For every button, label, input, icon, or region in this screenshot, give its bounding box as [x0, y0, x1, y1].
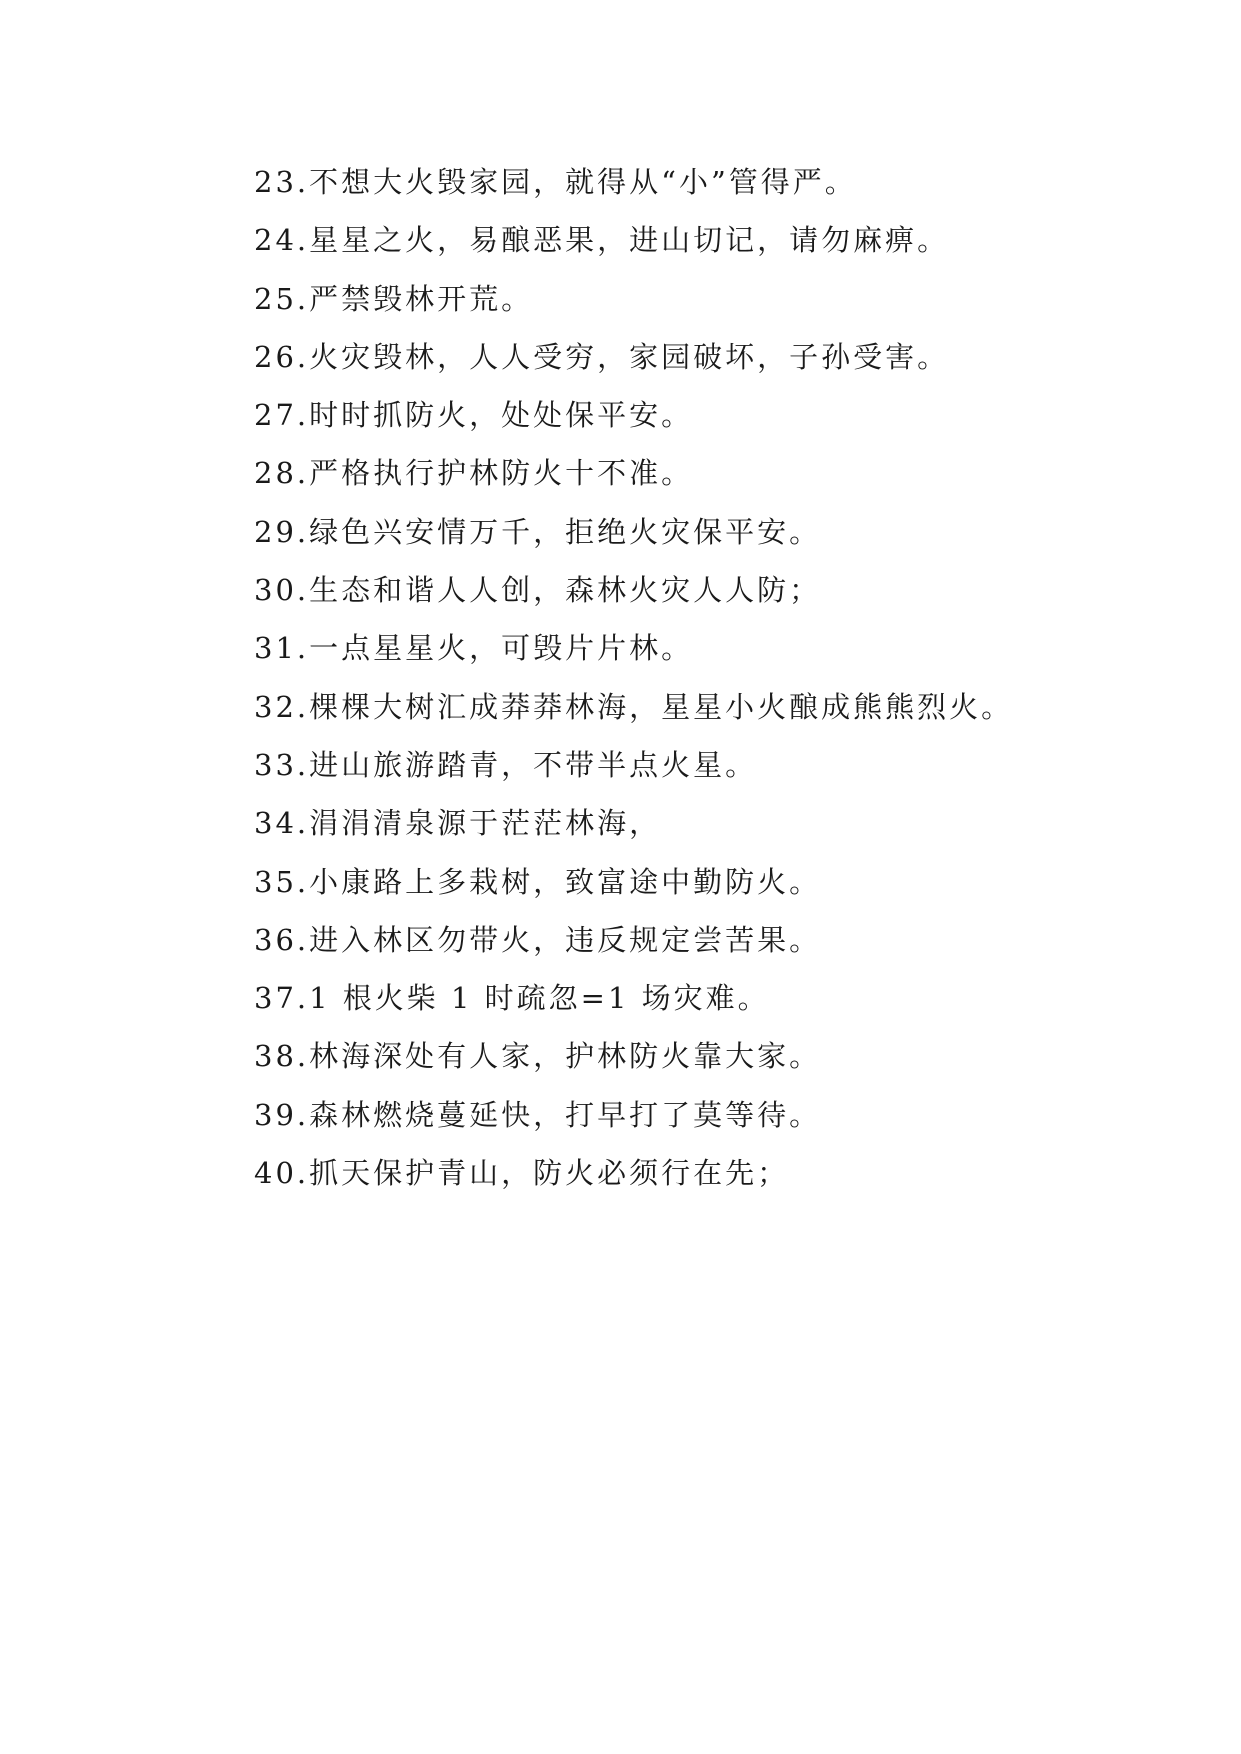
list-item: 24.星星之火，易酿恶果，进山切记，请勿麻痹。 [254, 223, 950, 258]
list-item: 29.绿色兴安情万千，拒绝火灾保平安。 [254, 514, 822, 549]
list-item: 25.严禁毁林开荒。 [254, 281, 534, 316]
list-item: 35.小康路上多栽树，致富途中勤防火。 [254, 864, 822, 899]
list-item: 30.生态和谐人人创，森林火灾人人防； [254, 573, 822, 608]
list-item: 23.不想大火毁家园，就得从“小”管得严。 [254, 165, 857, 199]
list-item: 26.火灾毁林，人人受穷，家园破坏，子孙受害。 [254, 339, 950, 374]
list-item: 39.森林燃烧蔓延快，打早打了莫等待。 [254, 1097, 822, 1132]
list-item: 27.时时抓防火，处处保平安。 [254, 398, 694, 433]
list-item: 31.一点星星火，可毁片片林。 [254, 631, 694, 666]
list-item: 37.1 根火柴 1 时疏忽=1 场灾难。 [254, 981, 770, 1016]
list-item: 34.涓涓清泉源于茫茫林海， [254, 806, 662, 841]
list-item: 28.严格执行护林防火十不准。 [254, 456, 694, 491]
list-item: 32.棵棵大树汇成莽莽林海，星星小火酿成熊熊烈火。 [254, 689, 1014, 724]
list-item: 38.林海深处有人家，护林防火靠大家。 [254, 1039, 822, 1074]
list-item: 40.抓天保护青山，防火必须行在先； [254, 1156, 790, 1191]
list-item: 36.进入林区勿带火，违反规定尝苦果。 [254, 922, 822, 957]
list-item: 33.进山旅游踏青，不带半点火星。 [254, 747, 758, 782]
slogan-list [254, 162, 1154, 1211]
